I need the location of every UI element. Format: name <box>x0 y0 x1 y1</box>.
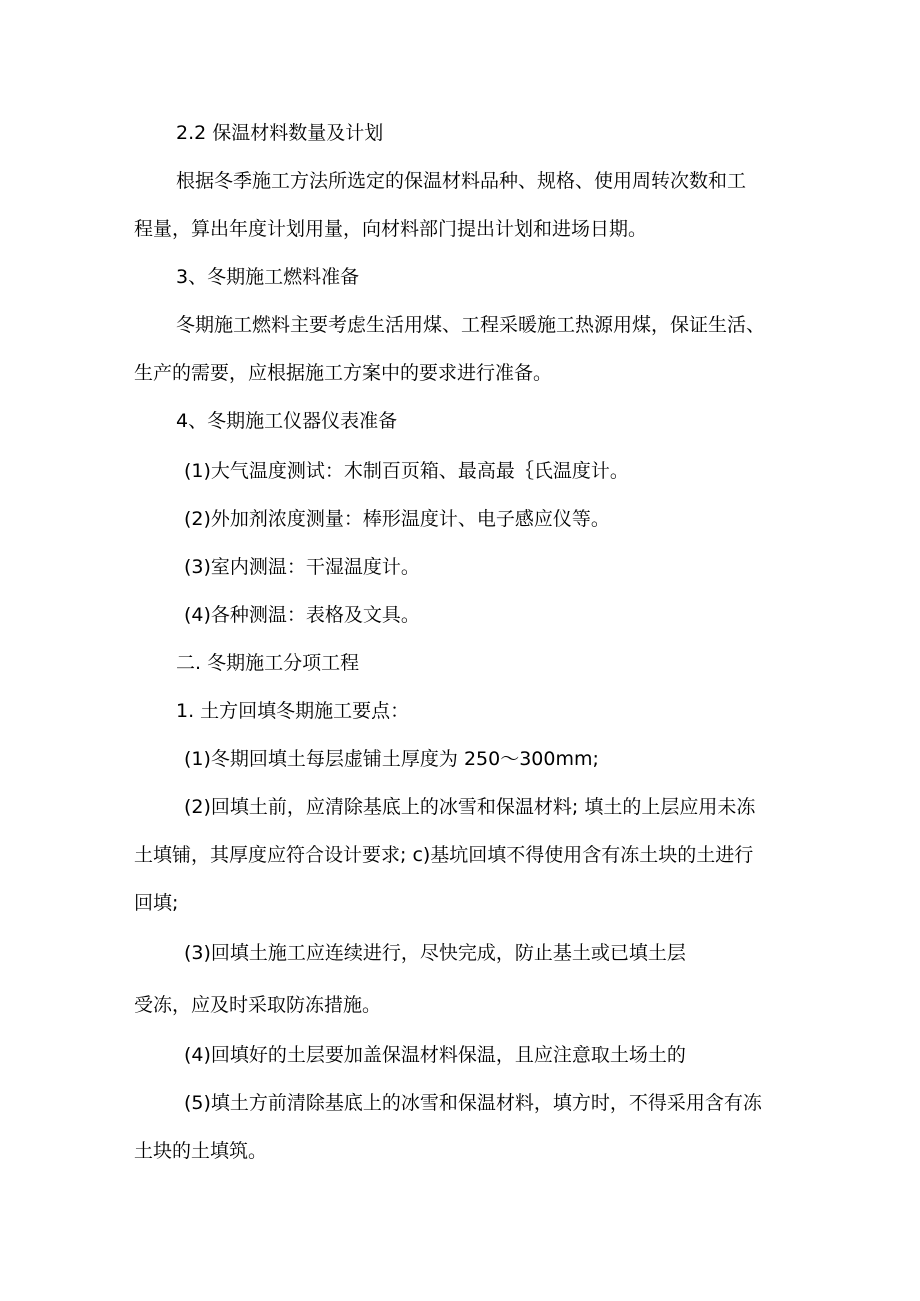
paragraph-line: 回填; <box>134 892 179 914</box>
paragraph-line: 受冻，应及时采取防冻措施。 <box>134 994 382 1016</box>
list-item: (5)填土方前清除基底上的冰雪和保温材料，填方时，不得采用含有冻 <box>184 1092 762 1114</box>
list-item: (3)回填土施工应连续进行，尽快完成，防止基土或已填土层 <box>184 942 686 964</box>
section-heading-4: 4、冬期施工仪器仪表准备 <box>176 410 398 432</box>
paragraph-line: 生产的需要，应根据施工方案中的要求进行准备。 <box>134 362 553 384</box>
section-heading-1: 1. 土方回填冬期施工要点： <box>176 700 410 722</box>
paragraph-line: 程量，算出年度计划用量，向材料部门提出计划和进场日期。 <box>134 218 648 240</box>
section-heading-2: 二. 冬期施工分项工程 <box>176 652 360 674</box>
list-item: (2)回填土前，应清除基底上的冰雪和保温材料; 填土的上层应用未冻 <box>184 796 756 818</box>
paragraph-line: 冬期施工燃料主要考虑生活用煤、工程采暖施工热源用煤，保证生活、 <box>176 314 766 336</box>
paragraph-line: 土填铺，其厚度应符合设计要求; c)基坑回填不得使用含有冻土块的土进行 <box>134 844 754 866</box>
list-item: (2)外加剂浓度测量：棒形温度计、电子感应仪等。 <box>184 508 610 530</box>
section-heading-2-2: 2.2 保温材料数量及计划 <box>176 122 384 144</box>
list-item: (4)各种测温：表格及文具。 <box>184 604 420 626</box>
list-item: (3)室内测温：干湿温度计。 <box>184 556 420 578</box>
list-item: (1)大气温度测试：木制百页箱、最高最｛氏温度计。 <box>184 460 629 482</box>
paragraph-line: 根据冬季施工方法所选定的保温材料品种、规格、使用周转次数和工 <box>176 170 747 192</box>
section-heading-3: 3、冬期施工燃料准备 <box>176 266 360 288</box>
list-item: (1)冬期回填土每层虚铺土厚度为 250～300mm; <box>184 748 599 770</box>
paragraph-line: 土块的土填筑。 <box>134 1140 268 1162</box>
list-item: (4)回填好的土层要加盖保温材料保温，且应注意取土场土的 <box>184 1044 686 1066</box>
